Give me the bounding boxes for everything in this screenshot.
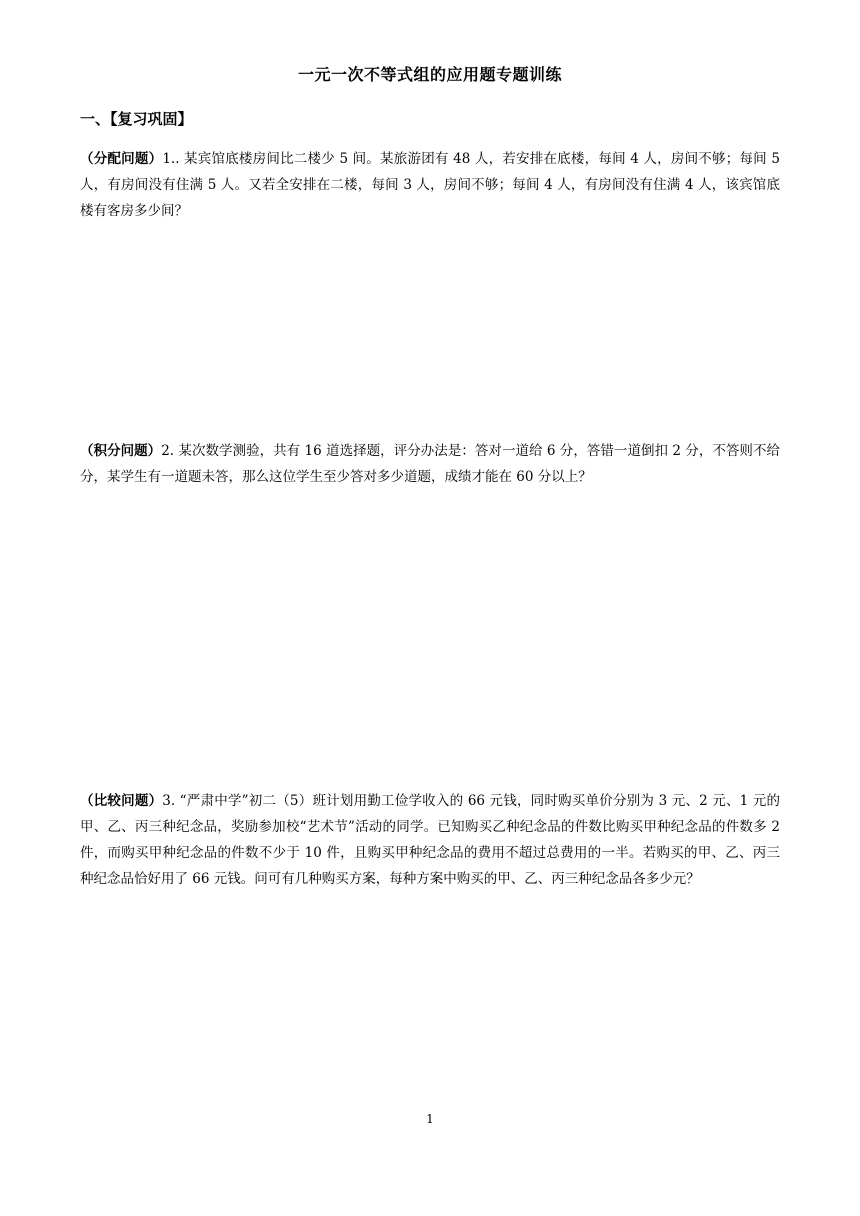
page-number: 1 — [426, 1112, 434, 1126]
question-3 — [80, 788, 780, 892]
question-3-tag: （比较问题） — [80, 793, 163, 809]
question-3-text: 3. “严肃中学”初二（5）班计划用勤工俭学收入的 66 元钱，同时购买单价分别为 3 元、2 元、1 元的甲、乙、丙三种纪念品，奖励参加校“艺术节”活动的同学。已知购买乙种纪念品的件数比购买甲种纪念品的件数多 2 件，而购买甲种纪念品的件数不少于 10 件，且购买甲种纪念品的费用不超过总费用的一半。若购买的甲、乙、丙三种纪念品恰好用了 66 元钱。问可有几种购买方案，每种方案中购买的甲、乙、丙三种纪念品各多少元？ — [80, 793, 780, 887]
question-1-tag: （分配问题） — [80, 151, 163, 167]
question-2-text: 2. 某次数学测验，共有 16 道选择题，评分办法是：答对一道给 6 分，答错一道倒扣 2 分，不答则不给分，某学生有一道题未答，那么这位学生至少答对多少道题，成绩才能在 60 分以上？ — [80, 443, 780, 485]
question-1-text: 1.. 某宾馆底楼房间比二楼少 5 间。某旅游团有 48 人，若安排在底楼，每间 4 人，房间不够；每间 5 人，有房间没有住满 5 人。又若全安排在二楼，每间 3 人，房间不够；每间 4 人，有房间没有住满 4 人，该宾馆底楼有客房多少间？ — [80, 151, 781, 219]
section-heading: 一、【复习巩固】 — [80, 110, 193, 128]
document-title: 一元一次不等式组的应用题专题训练 — [297, 65, 562, 84]
question-2 — [80, 438, 780, 490]
question-1 — [80, 146, 780, 224]
question-2-tag: （积分问题） — [80, 443, 162, 459]
